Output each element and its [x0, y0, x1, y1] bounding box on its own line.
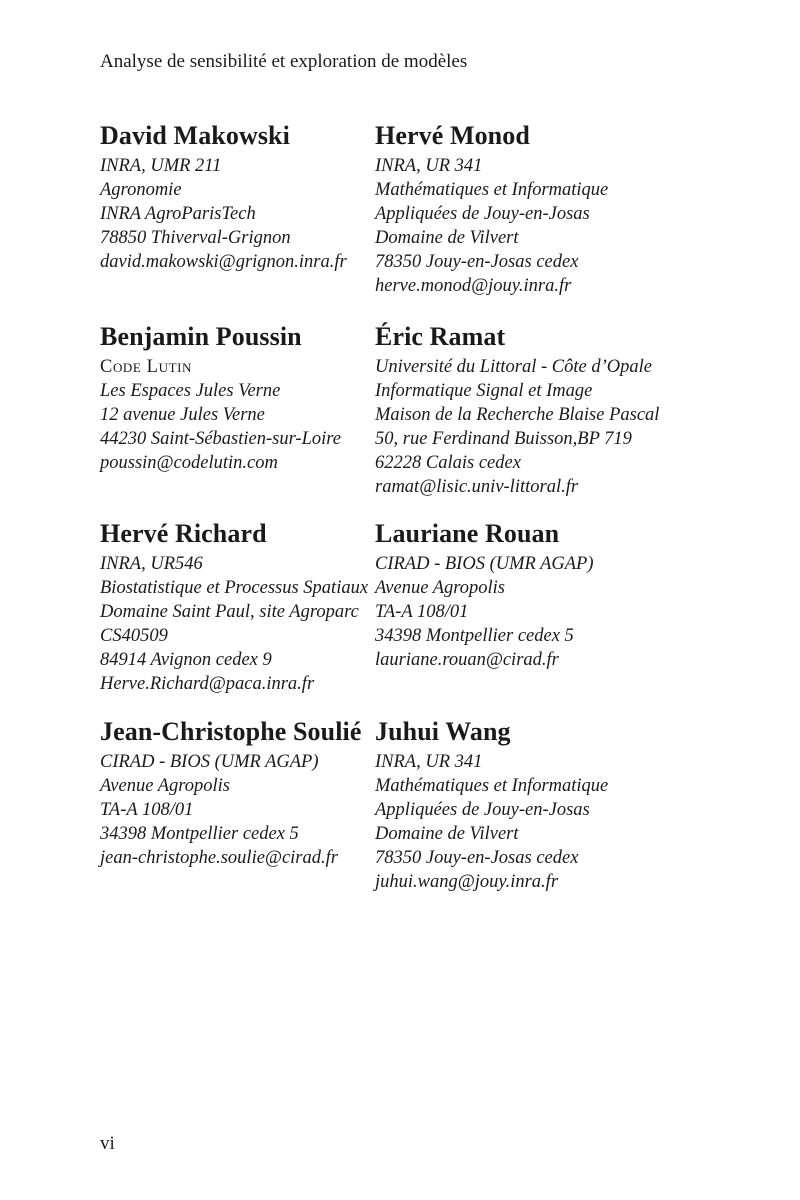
author-email[interactable]: ramat@lisic.univ-littoral.fr	[375, 477, 579, 497]
address-line: Les Espaces Jules Verne	[100, 381, 281, 401]
address-line: CIRAD - BIOS (UMR AGAP)	[100, 752, 319, 772]
author-name: Hervé Monod	[375, 121, 530, 150]
author-email[interactable]: Herve.Richard@paca.inra.fr	[100, 674, 315, 694]
address-line: CS40509	[100, 626, 168, 646]
author-name: Jean-Christophe Soulié	[100, 717, 362, 746]
author-entry-monod	[375, 120, 685, 298]
address-line: INRA, UMR 211	[100, 156, 222, 176]
author-email[interactable]: david.makowski@grignon.inra.fr	[100, 252, 347, 272]
author-address	[375, 552, 685, 672]
address-line: TA-A 108/01	[100, 800, 194, 820]
address-line: 34398 Montpellier cedex 5	[375, 626, 574, 646]
author-entry-richard	[100, 518, 390, 696]
address-line: INRA, UR 341	[375, 752, 483, 772]
address-line: Domaine de Vilvert	[375, 228, 519, 248]
author-address	[375, 154, 685, 298]
author-email[interactable]: poussin@codelutin.com	[100, 453, 278, 473]
running-head: Analyse de sensibilité et exploration de modèles	[100, 51, 468, 72]
author-entry-rouan	[375, 518, 685, 672]
author-entry-makowski	[100, 120, 390, 274]
address-line: Appliquées de Jouy-en-Josas	[375, 800, 590, 820]
author-name: Hervé Richard	[100, 519, 267, 548]
address-line: Avenue Agropolis	[375, 578, 505, 598]
author-address	[100, 355, 390, 475]
author-address	[100, 552, 390, 696]
author-email[interactable]: lauriane.rouan@cirad.fr	[375, 650, 559, 670]
address-line: CIRAD - BIOS (UMR AGAP)	[375, 554, 594, 574]
author-email[interactable]: juhui.wang@jouy.inra.fr	[375, 872, 559, 892]
author-email[interactable]: herve.monod@jouy.inra.fr	[375, 276, 572, 296]
address-line: 50, rue Ferdinand Buisson,BP 719	[375, 429, 632, 449]
address-line: 78350 Jouy-en-Josas cedex	[375, 848, 579, 868]
address-line: Domaine de Vilvert	[375, 824, 519, 844]
address-line: INRA, UR 341	[375, 156, 483, 176]
author-address	[375, 355, 685, 499]
address-line: 78350 Jouy-en-Josas cedex	[375, 252, 579, 272]
author-name: Benjamin Poussin	[100, 322, 302, 351]
address-line: 78850 Thiverval-Grignon	[100, 228, 291, 248]
address-line: 34398 Montpellier cedex 5	[100, 824, 299, 844]
author-address	[100, 154, 390, 274]
address-line: Université du Littoral - Côte d’Opale	[375, 357, 652, 377]
author-name: Éric Ramat	[375, 322, 506, 351]
author-entry-wang	[375, 716, 685, 894]
address-line: Appliquées de Jouy-en-Josas	[375, 204, 590, 224]
page-number: vi	[100, 1133, 115, 1154]
address-line: Maison de la Recherche Blaise Pascal	[375, 405, 660, 425]
address-line: 62228 Calais cedex	[375, 453, 521, 473]
author-address	[375, 750, 685, 894]
author-entry-ramat	[375, 321, 685, 499]
affiliation-line: Code Lutin	[100, 357, 193, 377]
author-entry-poussin	[100, 321, 390, 475]
address-line: INRA AgroParisTech	[100, 204, 256, 224]
address-line: Mathématiques et Informatique	[375, 180, 609, 200]
author-entry-soulie	[100, 716, 390, 870]
address-line: 12 avenue Jules Verne	[100, 405, 265, 425]
author-name: Lauriane Rouan	[375, 519, 560, 548]
author-name: David Makowski	[100, 121, 290, 150]
address-line: Mathématiques et Informatique	[375, 776, 609, 796]
author-address	[100, 750, 390, 870]
address-line: Domaine Saint Paul, site Agroparc	[100, 602, 359, 622]
address-line: Avenue Agropolis	[100, 776, 230, 796]
address-line: Agronomie	[100, 180, 182, 200]
address-line: 84914 Avignon cedex 9	[100, 650, 272, 670]
address-line: Informatique Signal et Image	[375, 381, 593, 401]
address-line: Biostatistique et Processus Spatiaux	[100, 578, 369, 598]
address-line: TA-A 108/01	[375, 602, 469, 622]
author-email[interactable]: jean-christophe.soulie@cirad.fr	[100, 848, 338, 868]
author-name: Juhui Wang	[375, 717, 511, 746]
address-line: INRA, UR546	[100, 554, 203, 574]
address-line: 44230 Saint-Sébastien-sur-Loire	[100, 429, 341, 449]
